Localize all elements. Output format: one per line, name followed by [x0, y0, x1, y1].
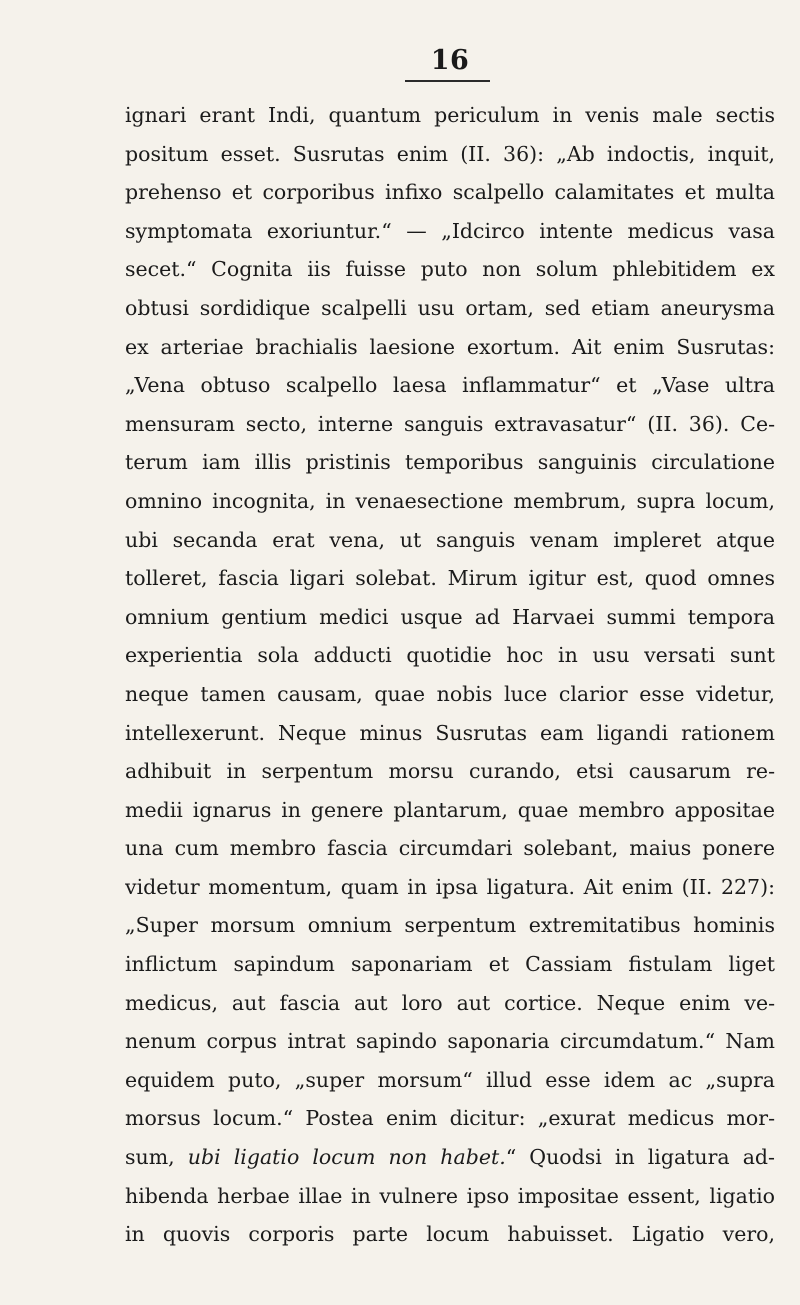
- text-line: secet.“ Cognita iis fuisse puto non solum phlebitidem ex: [125, 257, 775, 282]
- text-line: una cum membro fascia circumdari solebant, maius ponere: [125, 836, 775, 861]
- body-text: [125, 96, 775, 1254]
- line-27-before: sum,: [125, 1145, 188, 1170]
- text-line: ubi secanda erat vena, ut sanguis venam impleret atque: [125, 527, 775, 552]
- text-line: symptomata exoriuntur.“ — „Idcirco intente medicus vasa: [125, 218, 775, 243]
- text-line: positum esset. Susrutas enim (II. 36): „Ab indoctis, inquit,: [125, 141, 775, 166]
- text-line: omnino incognita, in venaesectione membrum, supra locum,: [125, 488, 775, 513]
- text-line: tolleret, fascia ligari solebat. Mirum igitur est, quod omnes: [125, 566, 775, 591]
- page-number-rule: [405, 80, 490, 82]
- text-line: prehenso et corporibus infixo scalpello calamitates et multa: [125, 180, 775, 205]
- text-line: ignari erant Indi, quantum periculum in venis male sectis: [125, 103, 775, 127]
- text-line: terum iam illis pristinis temporibus sanguinis circulatione: [125, 450, 775, 475]
- text-line: hibenda herbae illae in vulnere ipso impositae essent, ligatio: [125, 1183, 775, 1208]
- text-line: ex arteriae brachialis laesione exortum. Ait enim Susrutas:: [125, 334, 775, 359]
- page-number: 16: [430, 45, 470, 76]
- text-line: medii ignarus in genere plantarum, quae membro appositae: [125, 797, 775, 822]
- text-line: obtusi sordidique scalpelli usu ortam, sed etiam aneurysma: [125, 295, 775, 320]
- text-line: in quovis corporis parte locum habuisset. Ligatio vero,: [125, 1222, 775, 1247]
- italic-quote: ubi ligatio locum non habet.: [187, 1145, 506, 1170]
- text-line-with-italic: [125, 1138, 775, 1177]
- text-line: neque tamen causam, quae nobis luce clarior esse videtur,: [125, 681, 775, 706]
- text-line: morsus locum.“ Postea enim dicitur: „exurat medicus mor-: [125, 1106, 775, 1131]
- text-line: mensuram secto, interne sanguis extravasatur“ (II. 36). Ce-: [125, 411, 775, 436]
- text-line: intellexerunt. Neque minus Susrutas eam ligandi rationem: [125, 720, 775, 745]
- text-line: equidem puto, „super morsum“ illud esse idem ac „supra: [125, 1067, 775, 1092]
- text-line: adhibuit in serpentum morsu curando, etsi causarum re-: [125, 759, 775, 784]
- line-27-after: “ Quodsi in ligatura ad-: [505, 1145, 775, 1170]
- text-line: videtur momentum, quam in ipsa ligatura. Ait enim (II. 227):: [125, 874, 775, 899]
- text-line: nenum corpus intrat sapindo saponaria circumdatum.“ Nam: [125, 1029, 775, 1054]
- text-line: inflictum sapindum saponariam et Cassiam fistulam liget: [125, 952, 775, 977]
- text-line: omnium gentium medici usque ad Harvaei summi tempora: [125, 604, 775, 629]
- text-line: „Vena obtuso scalpello laesa inflammatur“ et „Vase ultra: [125, 373, 775, 398]
- text-line: experientia sola adducti quotidie hoc in usu versati sunt: [125, 643, 775, 668]
- text-line: medicus, aut fascia aut loro aut cortice. Neque enim ve-: [125, 990, 775, 1015]
- text-line: „Super morsum omnium serpentum extremitatibus hominis: [125, 913, 775, 938]
